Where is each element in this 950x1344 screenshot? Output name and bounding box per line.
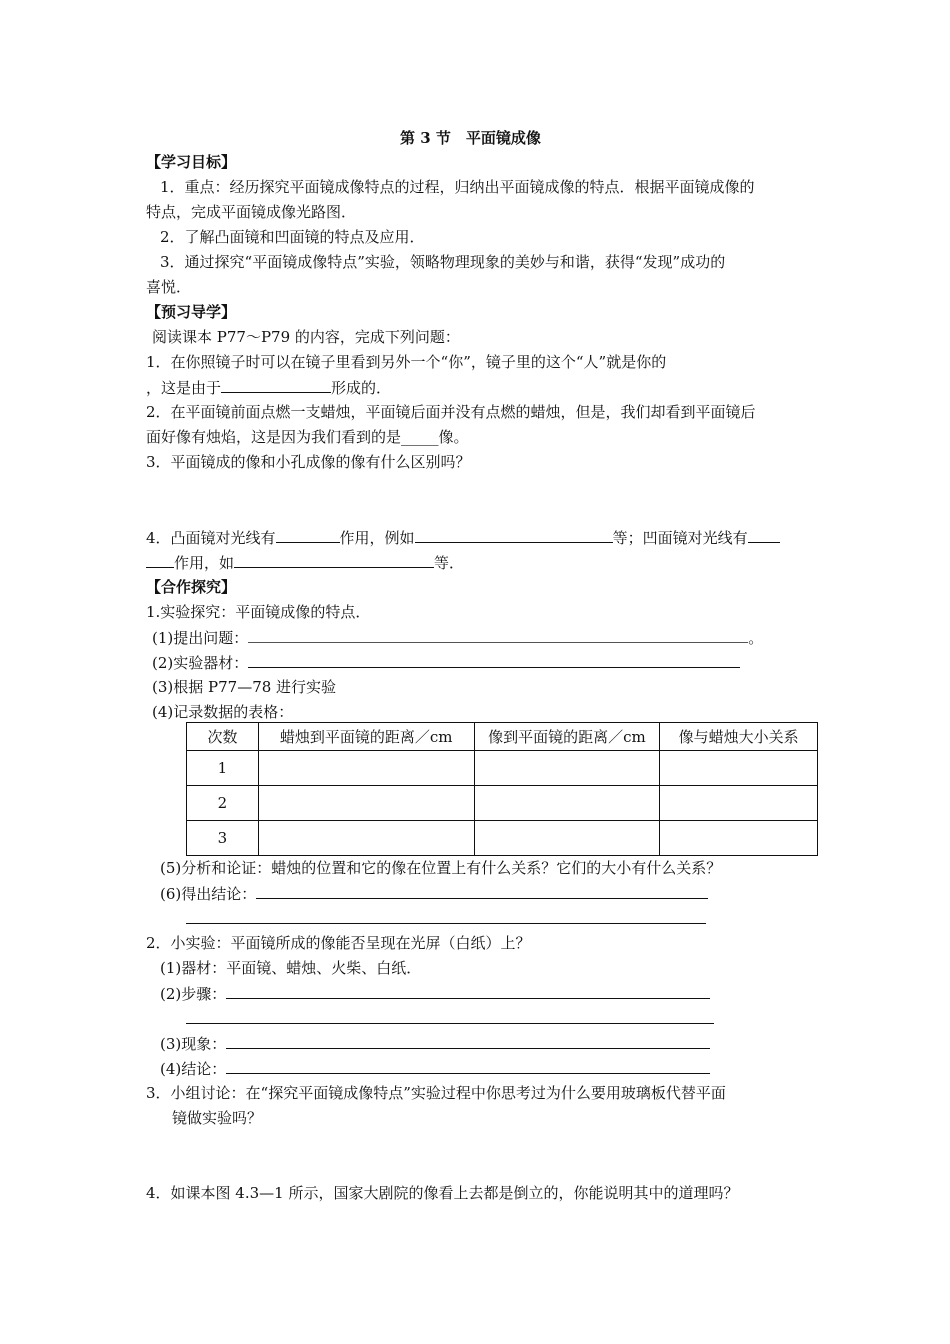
table-cell[interactable] [474,821,660,856]
e2-step4-label: (4)结论： [160,1060,227,1078]
discussion-3-line1: 3．小组讨论：在“探究平面镜成像特点”实验过程中你思考过为什么要用玻璃板代替平面 [146,1084,726,1102]
experiment-2-step3 [160,1033,710,1054]
section-heading-objectives: 【学习目标】 [146,153,237,171]
experiment-1-title: 1.实验探究：平面镜成像的特点． [146,603,371,621]
answer-blank[interactable] [226,983,710,999]
table-row [187,786,818,821]
table-header-row [187,723,818,751]
table-header-cell: 次数 [187,723,259,751]
answer-blank[interactable] [234,552,434,568]
answer-blank[interactable] [256,883,708,899]
table-cell[interactable] [258,821,474,856]
preview-q4-b: 作用，例如 [339,529,415,547]
e2-step3-label: (3)现象： [160,1035,227,1053]
preview-q3: 3．平面镜成的像和小孔成像的像有什么区别吗？ [146,453,471,471]
step1-label: (1)提出问题： [152,629,249,647]
experiment-1-step1 [152,627,763,648]
experiment-2-step1: (1)器材：平面镜、蜡烛、火柴、白纸． [160,959,422,977]
answer-blank[interactable] [248,627,748,643]
experiment-1-step3: (3)根据 P77—78 进行实验 [152,678,337,696]
answer-blank[interactable] [748,527,780,543]
table-header-cell: 蜡烛到平面镜的距离／cm [258,723,474,751]
table-cell[interactable] [660,751,818,786]
experiment-2-step4 [160,1058,710,1079]
experiment-1-step6 [160,883,708,904]
answer-line[interactable] [186,923,706,924]
table-row [187,821,818,856]
table-header-cell: 像与蜡烛大小关系 [660,723,818,751]
answer-blank[interactable] [221,377,331,393]
table-cell-index: 1 [187,751,259,786]
table-header-cell: 像到平面镜的距离／cm [474,723,660,751]
preview-q4-line2-b: 等． [434,554,465,572]
objective-3-line2: 喜悦． [146,278,192,296]
step6-label: (6)得出结论： [160,885,257,903]
answer-blank[interactable] [415,527,613,543]
table-row [187,751,818,786]
experiment-2-title: 2．小实验：平面镜所成的像能否呈现在光屏（白纸）上？ [146,934,531,952]
table-cell[interactable] [474,786,660,821]
preview-q1-post: 形成的． [331,379,392,397]
section-heading-cooperate: 【合作探究】 [146,578,237,596]
answer-blank[interactable] [146,552,174,568]
answer-blank[interactable] [248,652,740,668]
table-cell[interactable] [258,751,474,786]
preview-q4-line2 [146,552,464,573]
step1-end: 。 [748,629,764,647]
table-cell-index: 3 [187,821,259,856]
preview-q2-line2: 面好像有烛焰，这是因为我们看到的是_____像。 [146,428,469,446]
table-cell[interactable] [474,751,660,786]
answer-blank[interactable] [226,1033,710,1049]
preview-q4-line2-a: 作用，如 [174,554,235,572]
answer-line[interactable] [186,1023,714,1024]
preview-q1-line1: 1．在你照镜子时可以在镜子里看到另外一个“你”，镜子里的这个“人”就是你的 [146,353,667,371]
preview-q2-line1: 2．在平面镜前面点燃一支蜡烛，平面镜后面并没有点燃的蜡烛，但是，我们却看到平面镜后 [146,403,756,421]
objective-1-line1: 1．重点：经历探究平面镜成像特点的过程，归纳出平面镜成像的特点．根据平面镜成像的 [160,178,755,196]
discussion-3-line2: 镜做实验吗？ [172,1109,263,1127]
question-4: 4．如课本图 4.3—1 所示，国家大剧院的像看上去都是倒立的，你能说明其中的道理吗？ [146,1184,739,1202]
step2-label: (2)实验器材： [152,654,249,672]
table-cell[interactable] [660,786,818,821]
record-table [186,722,818,856]
experiment-1-step5: (5)分析和论证：蜡烛的位置和它的像在位置上有什么关系？它们的大小有什么关系？ [160,859,722,877]
preview-q4-a: 4．凸面镜对光线有 [146,529,276,547]
objective-2: 2．了解凸面镜和凹面镜的特点及应用． [160,228,425,246]
preview-q4-line1 [146,527,780,548]
answer-blank[interactable] [276,527,340,543]
objective-1-line2: 特点，完成平面镜成像光路图． [146,203,357,221]
table-cell[interactable] [660,821,818,856]
table-cell-index: 2 [187,786,259,821]
preview-intro: 阅读课本 P77～P79 的内容，完成下列问题： [152,328,460,346]
section-heading-preview: 【预习导学】 [146,303,237,321]
experiment-1-step4: (4)记录数据的表格： [152,703,294,721]
preview-q4-c: 等；凹面镜对光线有 [612,529,748,547]
answer-blank[interactable] [226,1058,710,1074]
objective-3-line1: 3．通过探究“平面镜成像特点”实验，领略物理现象的美妙与和谐，获得“发现”成功的 [160,253,726,271]
page-title: 第 3 节 平面镜成像 [400,129,541,147]
experiment-2-step2 [160,983,710,1004]
e2-step2-label: (2)步骤： [160,985,227,1003]
table-cell[interactable] [258,786,474,821]
experiment-1-step2 [152,652,740,673]
preview-q1-pre: ，这是由于 [146,379,222,397]
preview-q1-line2 [146,377,391,398]
